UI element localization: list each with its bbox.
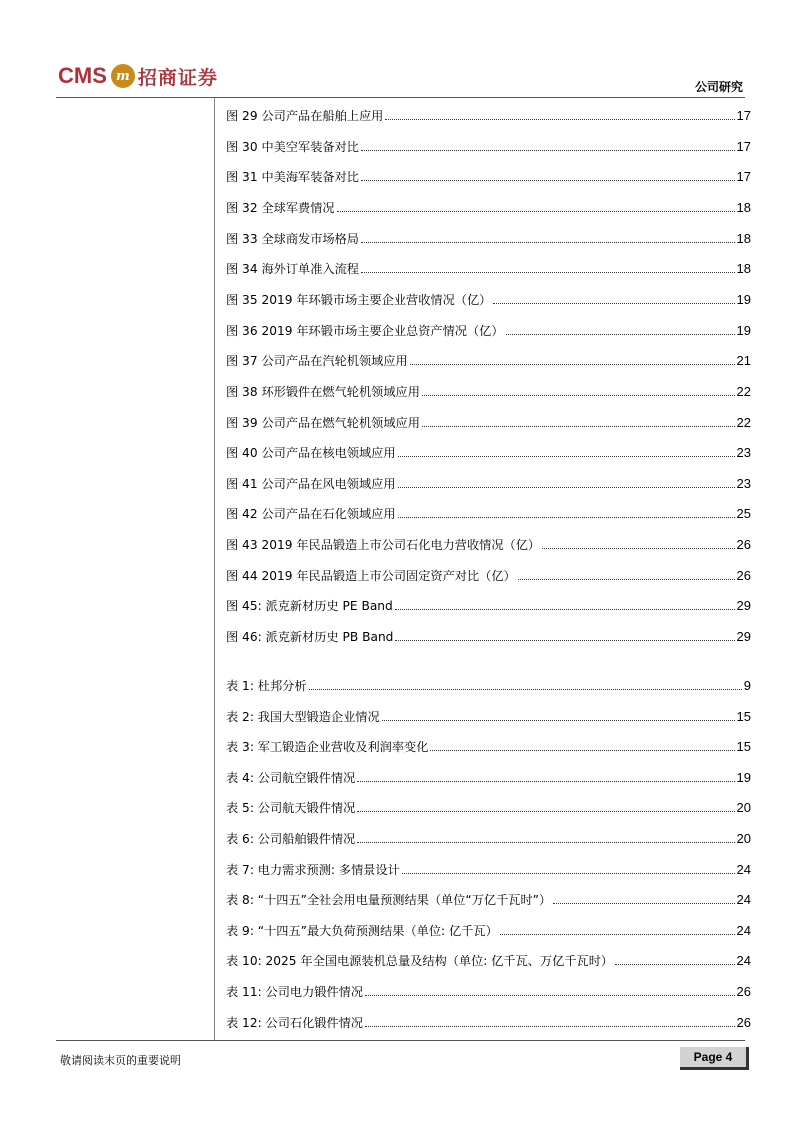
toc-entry-label: 图 44 2019 年民品锻造上市公司固定资产对比（亿） (226, 568, 516, 583)
toc-entry-label: 图 32 全球军费情况 (226, 200, 335, 215)
figure-toc-entry[interactable] (226, 441, 751, 461)
toc-entry-page: 26 (736, 567, 751, 583)
toc-leader-dots (382, 719, 735, 721)
toc-leader-dots (361, 149, 735, 151)
toc-entry-page: 25 (736, 506, 751, 522)
toc-entry-label: 图 36 2019 年环锻市场主要企业总资产情况（亿） (226, 323, 504, 338)
toc-leader-dots (395, 639, 734, 641)
figure-toc-entry[interactable] (226, 594, 751, 614)
toc-leader-dots (493, 302, 734, 304)
toc-entry-label: 图 35 2019 年环锻市场主要企业营收情况（亿） (226, 292, 492, 307)
toc-leader-dots (361, 179, 735, 181)
table-toc-entry[interactable] (226, 827, 751, 847)
toc-entry-label: 表 4: 公司航空锻件情况 (226, 770, 356, 785)
figure-toc-entry[interactable] (226, 472, 751, 492)
toc-leader-dots (506, 333, 735, 335)
toc-entry-label: 表 7: 电力需求预测: 多情景设计 (226, 862, 400, 877)
toc-leader-dots (337, 210, 735, 212)
toc-entry-label: 图 45: 派克新材历史 PE Band (226, 599, 393, 614)
figure-toc-entry[interactable] (226, 227, 751, 247)
toc-entry-label: 表 10: 2025 年全国电源装机总量及结构（单位: 亿千瓦、万亿千瓦时） (226, 954, 614, 969)
toc-leader-dots (395, 608, 735, 610)
toc-entry-page: 23 (736, 445, 751, 461)
toc-entry-page: 24 (736, 892, 751, 908)
toc-entry-label: 表 9: “十四五”最大负荷预测结果（单位: 亿千瓦） (226, 923, 498, 938)
table-toc-entry[interactable] (226, 858, 751, 878)
figure-toc-entry[interactable] (226, 411, 751, 431)
figure-toc-entry[interactable] (226, 135, 751, 155)
toc-entry-label: 表 6: 公司船舶锻件情况 (226, 832, 356, 846)
table-toc-entry[interactable] (226, 705, 751, 725)
page-number-badge: Page 4 (680, 1047, 749, 1070)
table-toc-entry[interactable] (226, 980, 751, 1000)
figure-toc-entry[interactable] (226, 288, 751, 308)
figure-toc-entry[interactable] (226, 349, 751, 369)
toc-leader-dots (309, 688, 742, 690)
toc-entry-label: 图 46: 派克新材历史 PB Band (226, 630, 394, 645)
toc-entry-page: 18 (736, 230, 751, 246)
figure-toc-entry[interactable] (226, 319, 751, 339)
toc-entry-page: 29 (736, 629, 751, 645)
toc-entry-page: 18 (736, 199, 751, 215)
figure-toc-entry[interactable] (226, 380, 751, 400)
toc-entry-page: 26 (736, 984, 751, 999)
toc-entry-label: 图 41 公司产品在风电领域应用 (226, 476, 396, 491)
toc-entry-label: 图 42 公司产品在石化领域应用 (226, 507, 396, 522)
toc-leader-dots (398, 486, 735, 488)
toc-entry-label: 表 5: 公司航天锻件情况 (226, 801, 356, 816)
toc-entry-label: 表 11: 公司电力锻件情况 (226, 985, 364, 999)
toc-leader-dots (430, 749, 734, 751)
toc-entry-label: 图 38 环形锻件在燃气轮机领域应用 (226, 384, 420, 399)
table-toc-entry[interactable] (226, 735, 751, 755)
toc-entry-label: 图 30 中美空军装备对比 (226, 139, 359, 154)
logo-cms-text: CMS (58, 63, 107, 88)
toc-entry-label: 图 33 全球商发市场格局 (226, 231, 359, 246)
toc-leader-dots (422, 425, 735, 427)
toc-leader-dots (357, 810, 734, 812)
toc-entry-page: 22 (736, 383, 751, 399)
toc-leader-dots (385, 118, 734, 120)
toc-leader-dots (357, 780, 734, 782)
toc-entry-label: 图 31 中美海军装备对比 (226, 170, 359, 185)
table-toc-entry[interactable] (226, 674, 751, 694)
toc-entry-label: 图 43 2019 年民品锻造上市公司石化电力营收情况（亿） (226, 538, 541, 553)
toc-entry-page: 19 (736, 769, 751, 785)
table-toc-entry[interactable] (226, 766, 751, 786)
toc-entry-page: 20 (736, 800, 751, 816)
toc-entry-label: 图 37 公司产品在汽轮机领域应用 (226, 354, 408, 369)
toc-entry-label: 表 3: 军工锻造企业营收及利润率变化 (226, 740, 429, 755)
toc-entry-page: 24 (736, 922, 751, 938)
toc-leader-dots (542, 547, 734, 549)
toc-entry-label: 图 29 公司产品在船舶上应用 (226, 109, 384, 123)
toc-leader-dots (553, 902, 734, 904)
section-label: 公司研究 (694, 80, 743, 94)
toc-leader-dots (500, 933, 735, 935)
toc-entry-page: 26 (736, 1014, 751, 1030)
table-toc-entry[interactable] (226, 1011, 751, 1031)
figure-toc-entry[interactable] (226, 104, 751, 124)
toc-entry-page: 26 (736, 537, 751, 553)
toc-leader-dots (361, 271, 735, 273)
toc-entry-label: 表 1: 杜邦分析 (226, 679, 307, 693)
figure-toc-entry[interactable] (226, 196, 751, 216)
toc-leader-dots (398, 455, 735, 457)
table-toc-entry[interactable] (226, 888, 751, 908)
toc-entry-page: 29 (736, 598, 751, 614)
toc-leader-dots (365, 1025, 734, 1027)
toc-leader-dots (402, 872, 735, 874)
figure-toc-entry[interactable] (226, 502, 751, 522)
toc-entry-page: 19 (736, 291, 751, 307)
header-divider (56, 97, 745, 98)
toc-leader-dots (615, 963, 734, 965)
toc-entry-page: 24 (736, 861, 751, 877)
toc-entry-page: 21 (736, 353, 751, 369)
toc-entry-page: 17 (736, 169, 751, 185)
toc-entry-page: 22 (736, 414, 751, 430)
toc-entry-label: 图 40 公司产品在核电领域应用 (226, 446, 396, 461)
toc-entry-page: 15 (736, 739, 751, 755)
toc-entry-label: 表 12: 公司石化锻件情况 (226, 1015, 364, 1030)
toc-entry-page: 15 (736, 708, 751, 724)
toc-entry-page: 18 (736, 261, 751, 277)
toc-entry-page: 19 (736, 322, 751, 338)
figure-toc-entry[interactable] (226, 533, 751, 553)
company-logo (58, 60, 218, 92)
toc-leader-dots (365, 994, 734, 996)
figure-toc-entry[interactable] (226, 625, 751, 645)
toc-entry-label: 表 2: 我国大型锻造企业情况 (226, 709, 380, 724)
table-toc-entry[interactable] (226, 919, 751, 939)
footer-divider (56, 1040, 745, 1041)
figure-toc-entry[interactable] (226, 165, 751, 185)
toc-entry-page: 9 (743, 678, 751, 693)
toc-entry-label: 图 34 海外订单准入流程 (226, 262, 359, 277)
toc-leader-dots (518, 578, 735, 580)
toc-entry-label: 表 8: “十四五”全社会用电量预测结果（单位“万亿千瓦时”） (226, 893, 552, 908)
toc-entry-page: 17 (736, 108, 751, 123)
toc-entry-page: 24 (736, 953, 751, 969)
toc-leader-dots (398, 516, 735, 518)
toc-leader-dots (422, 394, 735, 396)
logo-chinese-text: 招商证券 (137, 66, 218, 89)
toc-entry-page: 20 (736, 831, 751, 846)
toc-entry-page: 17 (736, 138, 751, 154)
toc-entry-label: 图 39 公司产品在燃气轮机领域应用 (226, 415, 420, 430)
footer-disclaimer: 敬请阅读末页的重要说明 (60, 1054, 181, 1067)
toc-leader-dots (357, 841, 734, 843)
figure-toc-entry[interactable] (226, 564, 751, 584)
table-toc-entry[interactable] (226, 949, 751, 969)
margin-divider (214, 98, 215, 1040)
toc-leader-dots (410, 363, 735, 365)
toc-leader-dots (361, 241, 735, 243)
figure-toc-entry[interactable] (226, 257, 751, 277)
table-toc-entry[interactable] (226, 796, 751, 816)
toc-entry-page: 23 (736, 475, 751, 491)
logo-badge-icon: m (111, 64, 135, 88)
